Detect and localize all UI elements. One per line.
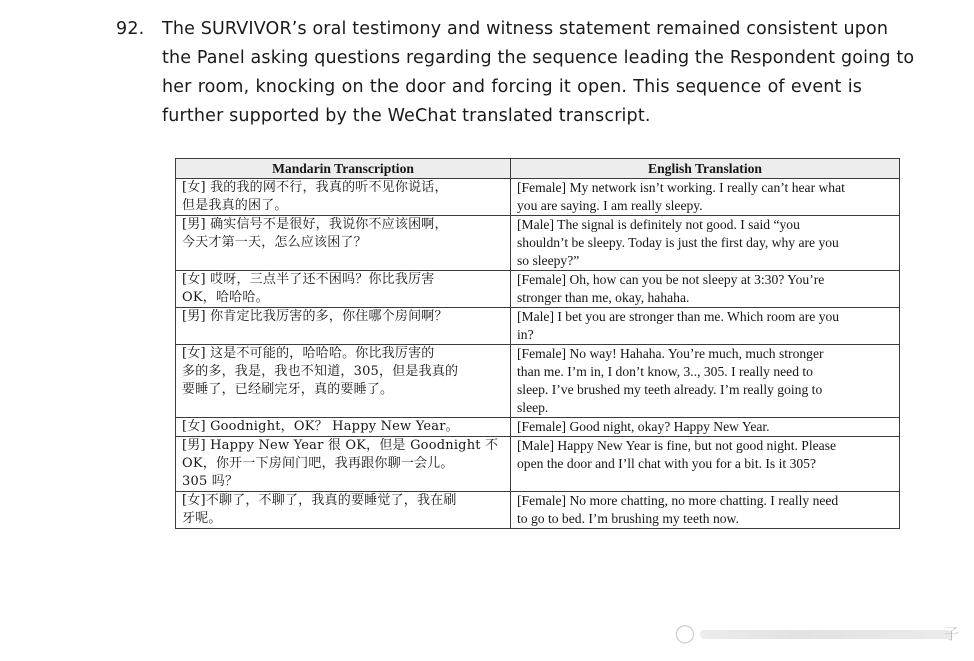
english-line: sleep. (517, 400, 549, 415)
table-row (176, 271, 900, 308)
mandarin-cell (176, 308, 511, 345)
mandarin-line: [男] 确实信号不是很好，我说你不应该困啊， (182, 217, 448, 232)
english-line: to go to bed. I’m brushing my teeth now. (517, 511, 739, 526)
paragraph-line: further supported by the WeChat translated transcript. (162, 106, 651, 126)
paragraph-number: 92. (116, 19, 145, 39)
english-cell (511, 418, 900, 437)
english-cell (511, 345, 900, 418)
mandarin-cell (176, 216, 511, 271)
mandarin-line: 但是我真的困了。 (182, 198, 288, 213)
english-line: [Female] Good night, okay? Happy New Year. (517, 419, 770, 434)
english-line: sleep. I’ve brushed my teeth already. I’m really going to (517, 382, 823, 397)
mandarin-cell (176, 418, 511, 437)
english-line: [Male] I bet you are stronger than me. Which room are you (517, 309, 840, 324)
transcript-body (176, 179, 900, 529)
english-line: stronger than me, okay, hahaha. (517, 290, 690, 305)
mandarin-line: 要睡了，已经刷完牙，真的要睡了。 (182, 382, 394, 397)
mandarin-line: [女] Goodnight，OK？ Happy New Year。 (182, 419, 459, 434)
mandarin-line: [女] 我的我的网不行，我真的听不见你说话， (182, 180, 448, 195)
english-cell (511, 216, 900, 271)
mandarin-line: 今天才第一天，怎么应该困了？ (182, 235, 367, 250)
mandarin-cell (176, 179, 511, 216)
table-row (176, 216, 900, 271)
paragraph-line: The SURVIVOR’s oral testimony and witness statement remained consistent upon (162, 19, 889, 39)
table-row (176, 345, 900, 418)
english-line: you are saying. I am really sleepy. (517, 198, 703, 213)
table-row (176, 418, 900, 437)
header-mandarin-transcription: Mandarin Transcription (176, 159, 511, 179)
watermark-bar (700, 630, 952, 639)
table-row (176, 492, 900, 529)
table-row (176, 308, 900, 345)
mandarin-line: 305 吗？ (182, 474, 239, 489)
english-line: [Female] Oh, how can you be not sleepy at 3:30? You’re (517, 272, 825, 287)
mandarin-line: [女] 哎呀，三点半了还不困吗？你比我厉害 (182, 272, 435, 287)
english-line: so sleepy?” (517, 253, 580, 268)
table-header-row (176, 159, 900, 179)
mandarin-line: [女]不聊了，不聊了，我真的要睡觉了，我在刷 (182, 493, 457, 508)
mandarin-line: [女] 这是不可能的，哈哈哈。你比我厉害的 (182, 346, 435, 361)
english-cell (511, 179, 900, 216)
mandarin-cell (176, 271, 511, 308)
english-line: in? (517, 327, 534, 342)
english-line: [Female] No more chatting, no more chatting. I really need (517, 493, 839, 508)
weibo-watermark (672, 623, 960, 644)
english-line: [Female] My network isn’t working. I really can’t hear what (517, 180, 845, 195)
english-cell (511, 437, 900, 492)
mandarin-cell (176, 345, 511, 418)
header-english-translation: English Translation (511, 159, 900, 179)
mandarin-line: OK，你开一下房间门吧，我再跟你聊一会儿。 (182, 456, 454, 471)
mandarin-line: OK，哈哈哈。 (182, 290, 269, 305)
english-line: [Female] No way! Hahaha. You’re much, much stronger (517, 346, 824, 361)
table-row (176, 437, 900, 492)
paragraph-line: her room, knocking on the door and forcing it open. This sequence of event is (162, 77, 862, 97)
mandarin-line: [男] Happy New Year 很 OK，但是 Goodnight 不 (182, 438, 499, 453)
english-line: shouldn’t be sleepy. Today is just the first day, why are you (517, 235, 839, 250)
mandarin-cell (176, 437, 511, 492)
mandarin-cell (176, 492, 511, 529)
english-cell (511, 492, 900, 529)
paragraph-line: the Panel asking questions regarding the sequence leading the Respondent going to (162, 48, 915, 68)
mandarin-line: [男] 你肯定比我厉害的多，你住哪个房间啊？ (182, 309, 448, 324)
english-cell (511, 308, 900, 345)
english-line: [Male] The signal is definitely not good. I said “you (517, 217, 800, 232)
mandarin-line: 多的多，我是，我也不知道，305，但是我真的 (182, 364, 459, 379)
english-line: [Male] Happy New Year is fine, but not good night. Please (517, 438, 837, 453)
english-line: than me. I’m in, I don’t know, 3.., 305. I really need to (517, 364, 813, 379)
mandarin-line: 牙呢。 (182, 511, 222, 526)
table-row (176, 179, 900, 216)
weibo-logo-icon: ◯ (674, 623, 696, 644)
english-cell (511, 271, 900, 308)
english-line: open the door and I’ll chat with you for a bit. Is it 305? (517, 456, 816, 471)
transcript-table (175, 158, 900, 529)
watermark-char: 子 (944, 625, 960, 643)
paragraph-text (162, 15, 915, 131)
